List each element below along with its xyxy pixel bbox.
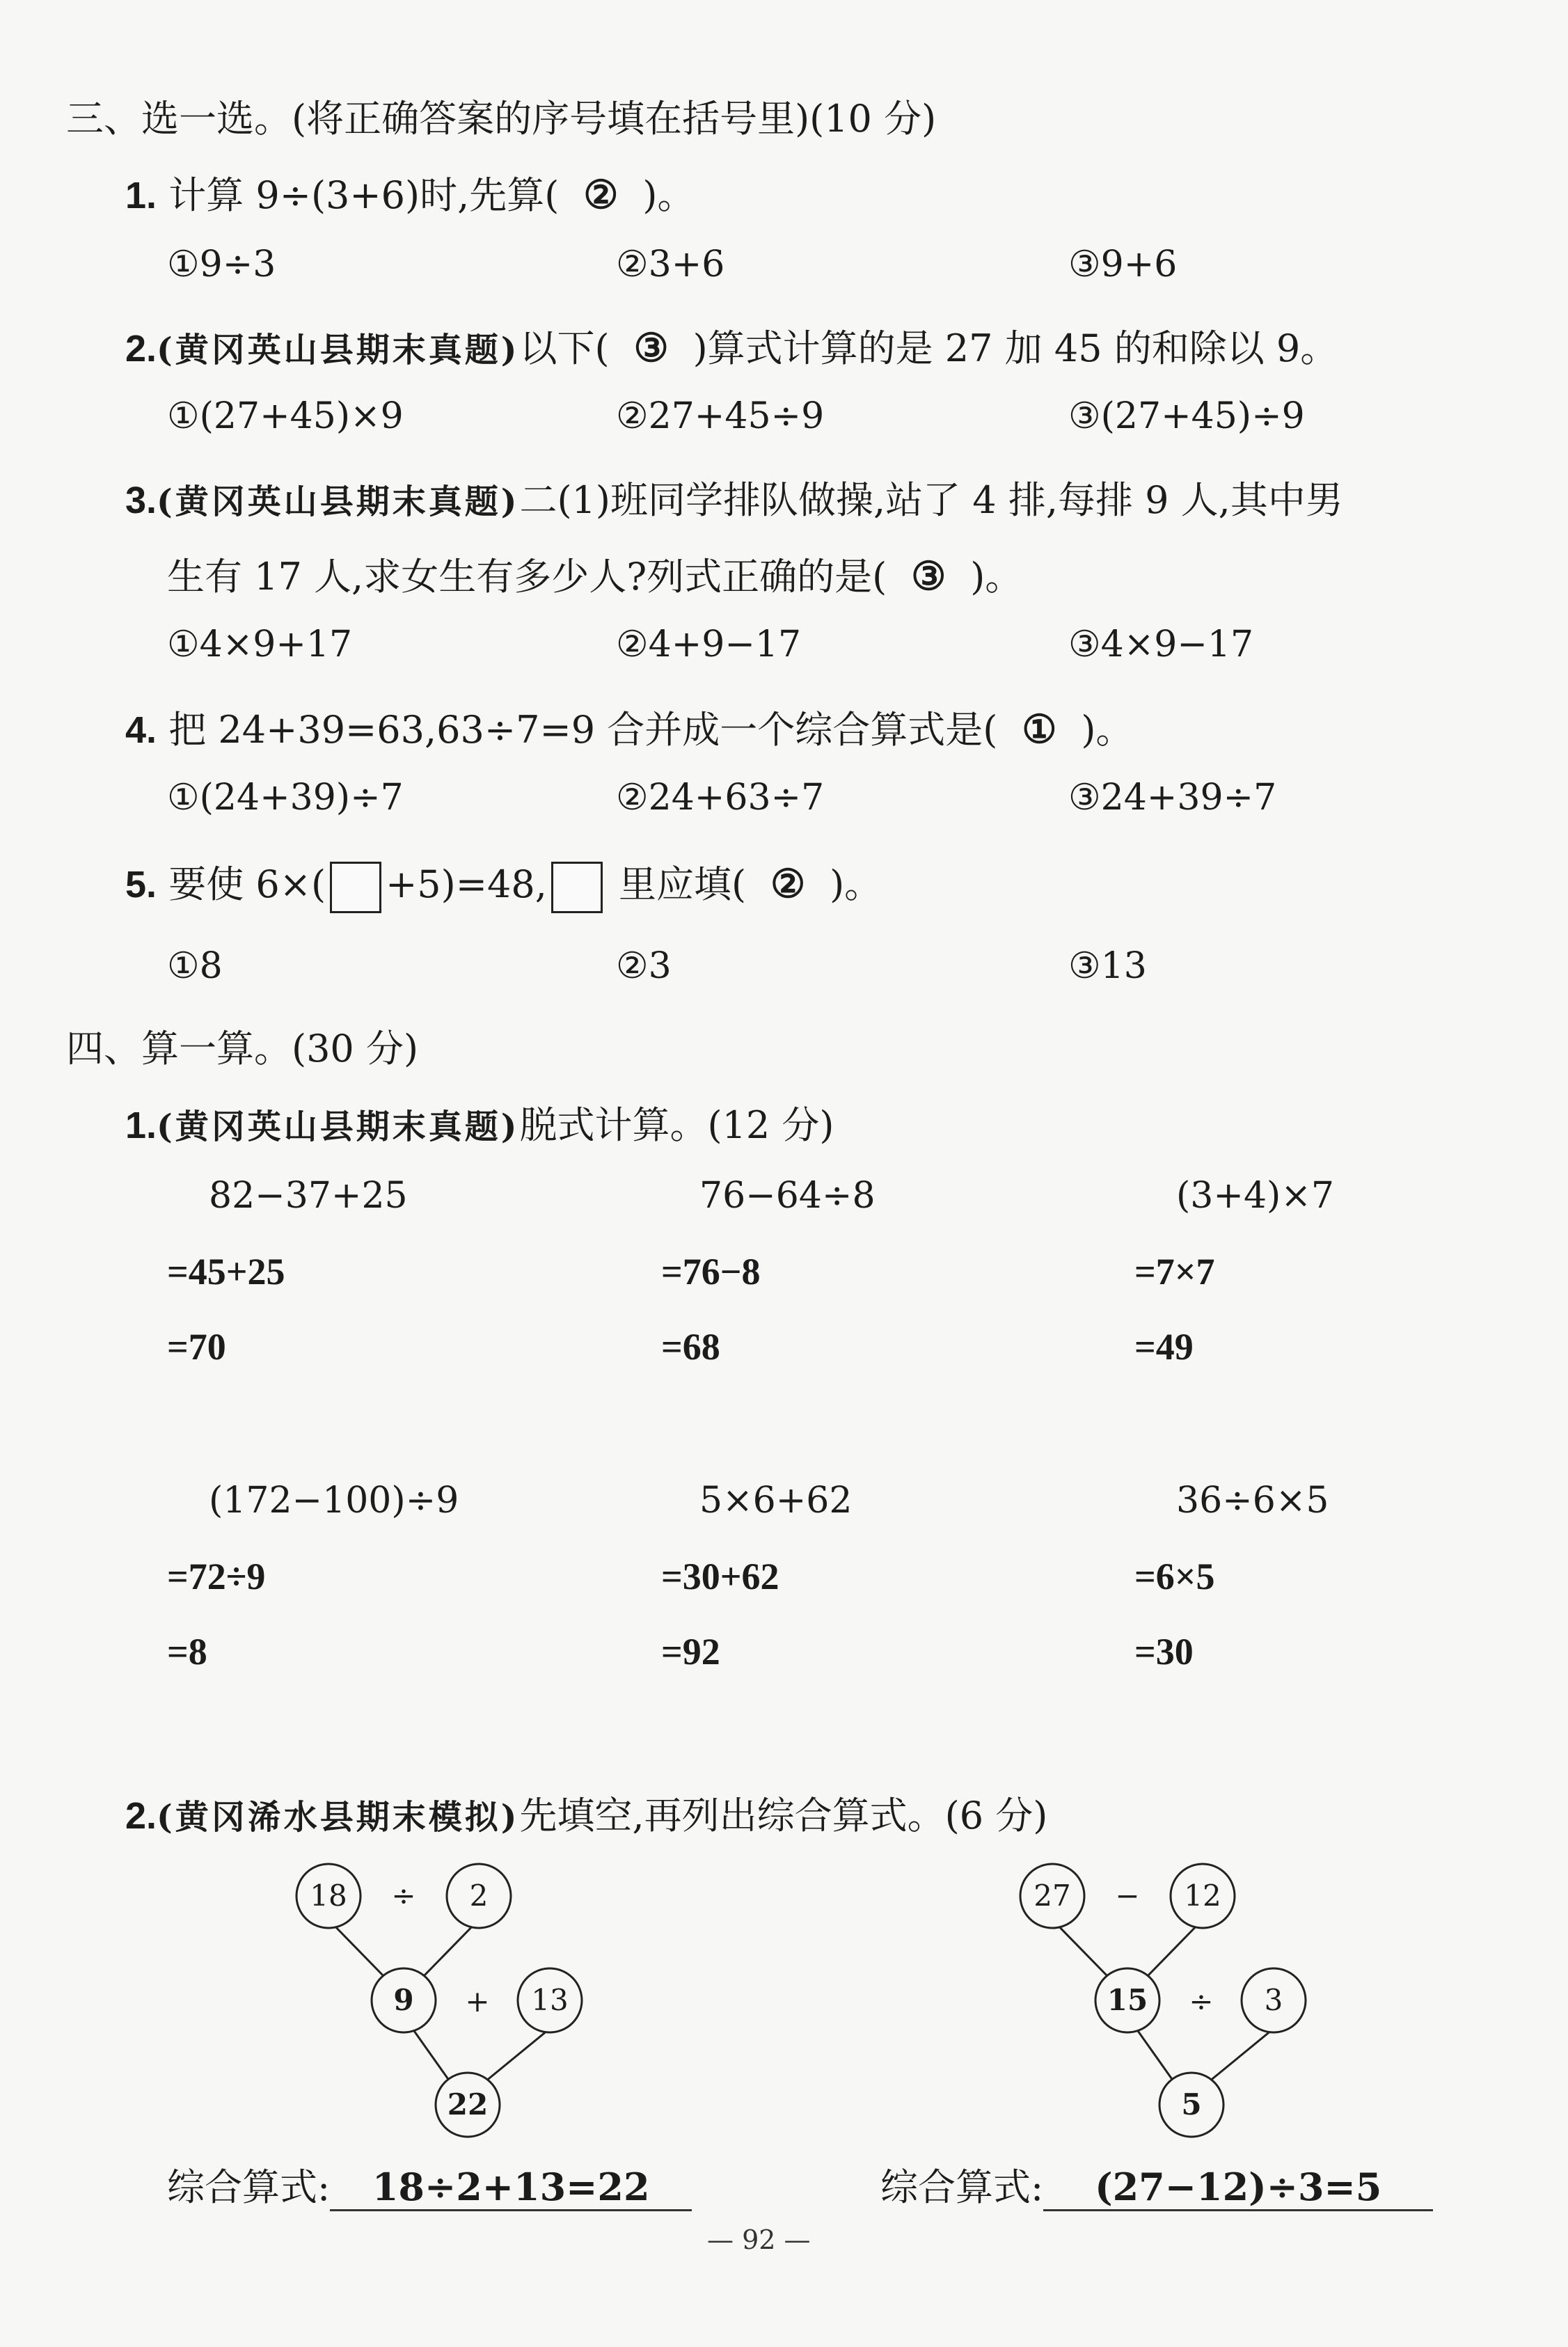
calc-expression: 82−37+25 — [209, 1175, 408, 1217]
node-answer: 9 — [393, 1983, 414, 2017]
question-text-end: )。 — [1081, 708, 1134, 752]
question-5 — [125, 855, 882, 913]
question-text: 二(1)班同学排队做操,站了 4 排,每排 9 人,其中男 — [519, 478, 1343, 522]
question-text: 把 24+39=63,63÷7=9 合并成一个综合算式是( — [168, 708, 998, 752]
section-4-title: 四、算一算。(30 分) — [66, 1027, 419, 1070]
calc-step-1: =7×7 — [1134, 1251, 1215, 1293]
calc-tree-2 — [988, 1838, 1350, 2158]
option-2: ②27+45÷9 — [616, 395, 825, 437]
calc-tree-1 — [264, 1838, 626, 2158]
calc-expression: 5×6+62 — [699, 1480, 853, 1522]
node-value: 27 — [1034, 1879, 1071, 1913]
option-2: ②4+9−17 — [616, 624, 802, 665]
formula-label: 综合算式: — [880, 2165, 1044, 2209]
option-2: ②24+63÷7 — [616, 777, 825, 819]
question-4 — [125, 700, 1133, 754]
node-value: 13 — [531, 1983, 569, 2017]
calc-step-2: =68 — [661, 1326, 720, 1368]
calc-step-1: =72÷9 — [167, 1556, 266, 1597]
operator: − — [1115, 1879, 1140, 1913]
node-value: 18 — [310, 1879, 347, 1913]
option-1: ①(27+45)×9 — [167, 395, 404, 437]
node-value: 2 — [469, 1879, 489, 1913]
question-source: (黄冈英山县期末真题) — [157, 482, 520, 521]
calc-step-1: =76−8 — [661, 1251, 761, 1293]
option-3: ③24+39÷7 — [1068, 777, 1277, 819]
option-3: ③9+6 — [1068, 244, 1178, 285]
option-1: ①9÷3 — [167, 244, 276, 285]
answer-value: ③ — [911, 553, 947, 599]
option-3: ③(27+45)÷9 — [1068, 395, 1305, 437]
option-2: ②3 — [616, 945, 672, 987]
question-text-end: )。 — [830, 862, 882, 906]
question-text: 脱式计算。(12 分) — [519, 1103, 834, 1147]
calc-expression: (172−100)÷9 — [209, 1480, 459, 1522]
calc-step-2: =70 — [167, 1326, 226, 1368]
formula-label: 综合算式: — [167, 2165, 331, 2209]
question-number: 2. — [125, 328, 157, 370]
calc-step-2: =30 — [1134, 1631, 1194, 1673]
question-number: 1. — [125, 175, 157, 216]
final-formula-2 — [880, 2158, 1433, 2211]
question-text: 要使 6×( — [168, 862, 326, 906]
answer-value: ② — [583, 172, 619, 218]
calc-expression: 76−64÷8 — [699, 1175, 876, 1217]
node-answer: 5 — [1181, 2087, 1202, 2121]
question-number: 3. — [125, 480, 157, 521]
node-answer: 22 — [447, 2087, 489, 2121]
calc-step-2: =49 — [1134, 1326, 1194, 1368]
option-2: ②3+6 — [616, 244, 725, 285]
calc-step-2: =8 — [167, 1631, 207, 1673]
node-value: 3 — [1264, 1983, 1283, 2017]
question-3-line-2 — [167, 547, 1022, 601]
question-2 — [125, 319, 1338, 372]
question-text-c: 里应填( — [619, 862, 747, 906]
calc-step-1: =6×5 — [1134, 1556, 1215, 1597]
formula-answer: (27−12)÷3=5 — [1043, 2165, 1433, 2211]
option-3: ③4×9−17 — [1068, 624, 1254, 665]
calc-step-1: =45+25 — [167, 1251, 285, 1293]
option-1: ①(24+39)÷7 — [167, 777, 404, 819]
option-1: ①4×9+17 — [167, 624, 353, 665]
final-formula-1 — [167, 2158, 692, 2211]
formula-answer: 18÷2+13=22 — [330, 2165, 692, 2211]
calc-step-2: =92 — [661, 1631, 720, 1673]
answer-value: ③ — [633, 325, 669, 371]
question-number: 1. — [125, 1105, 157, 1146]
calc-step-1: =30+62 — [661, 1556, 779, 1597]
answer-value: ② — [770, 861, 806, 907]
node-answer: 15 — [1107, 1983, 1148, 2017]
question-number: 2. — [125, 1795, 157, 1837]
question-number: 4. — [125, 709, 157, 751]
calc-expression: 36÷6×5 — [1176, 1480, 1329, 1522]
page-number: — 92 — — [707, 2224, 811, 2255]
question-number: 5. — [125, 864, 157, 906]
question-text-end: )。 — [642, 173, 695, 217]
question-source: (黄冈英山县期末真题) — [157, 1107, 520, 1146]
question-text-end: )算式计算的是 27 加 45 的和除以 9。 — [692, 326, 1338, 370]
question-source: (黄冈英山县期末真题) — [157, 331, 520, 370]
option-1: ①8 — [167, 945, 223, 987]
question-text-mid: +5)=48, — [386, 862, 547, 906]
question-text: 先填空,再列出综合算式。(6 分) — [519, 1794, 1048, 1838]
operator: ÷ — [391, 1879, 416, 1913]
question-3 — [125, 471, 1343, 524]
question-source: (黄冈浠水县期末模拟) — [157, 1798, 520, 1837]
question-1 — [125, 166, 695, 219]
question-4-1 — [125, 1096, 834, 1149]
option-3: ③13 — [1068, 945, 1147, 987]
question-text: 以下( — [519, 326, 610, 370]
question-text: 计算 9÷(3+6)时,先算( — [168, 173, 560, 217]
question-text-end: )。 — [970, 555, 1023, 599]
operator: ÷ — [1189, 1984, 1214, 2018]
question-4-2 — [125, 1786, 1047, 1840]
blank-box — [551, 862, 603, 913]
section-3-title: 三、选一选。(将正确答案的序号填在括号里)(10 分) — [66, 97, 937, 141]
blank-box — [330, 862, 381, 913]
answer-value: ① — [1022, 706, 1057, 752]
node-value: 12 — [1184, 1879, 1221, 1913]
operator: + — [465, 1984, 490, 2018]
calc-expression: (3+4)×7 — [1176, 1175, 1334, 1217]
question-text: 生有 17 人,求女生有多少人?列式正确的是( — [167, 555, 887, 599]
